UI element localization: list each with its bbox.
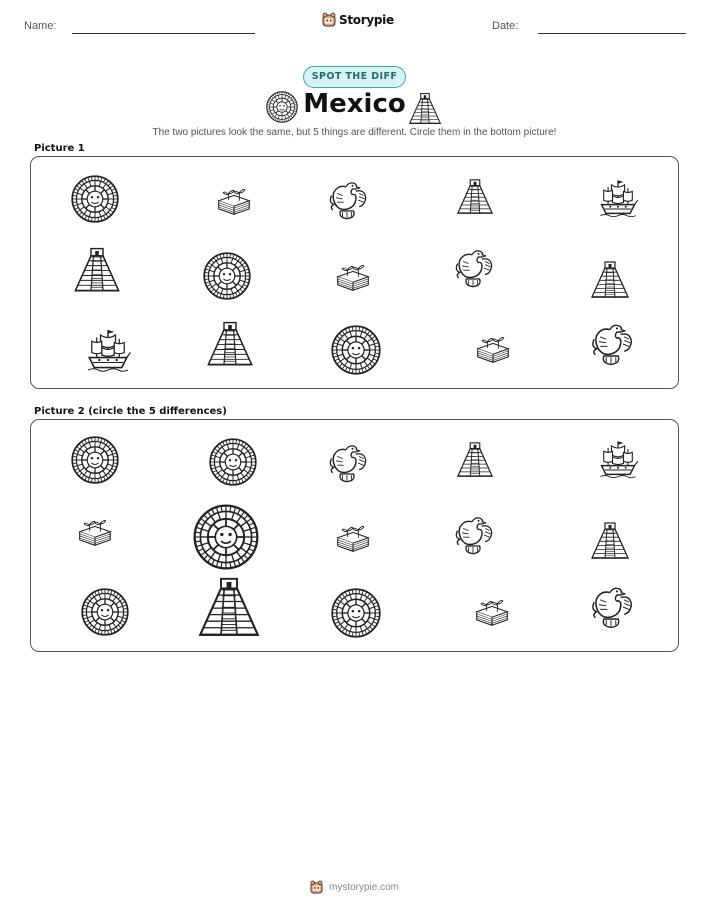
pyramid-icon bbox=[408, 91, 442, 123]
planter-box-icon[interactable] bbox=[330, 518, 376, 554]
planter-box-icon bbox=[467, 329, 519, 365]
pyramid-icon[interactable] bbox=[583, 520, 637, 560]
footer bbox=[0, 880, 709, 894]
aztec-calendar-icon[interactable] bbox=[209, 438, 257, 486]
planter-box-icon bbox=[211, 181, 257, 217]
storypie-logo-icon bbox=[310, 880, 323, 894]
aztec-calendar-icon[interactable] bbox=[71, 436, 119, 484]
planter-box-icon[interactable] bbox=[467, 592, 517, 628]
ship-icon[interactable] bbox=[596, 436, 640, 482]
picture-1-label: Picture 1 bbox=[34, 143, 85, 154]
picture-2-panel[interactable] bbox=[30, 419, 679, 652]
storypie-logo-icon bbox=[322, 12, 336, 27]
pyramid-icon bbox=[449, 177, 501, 215]
instructions: The two pictures look the same, but 5 things are different. Circle them in the bottom picture! bbox=[152, 127, 557, 138]
pyramid-icon bbox=[71, 245, 123, 293]
name-label: Name: bbox=[24, 20, 57, 32]
aztec-calendar-icon[interactable] bbox=[193, 504, 259, 570]
ship-icon bbox=[596, 175, 640, 221]
picture-2-label: Picture 2 (circle the 5 differences) bbox=[34, 406, 227, 417]
eagle-icon bbox=[451, 243, 495, 293]
eagle-icon[interactable] bbox=[325, 440, 369, 486]
footer-url: mystorypie.com bbox=[328, 881, 399, 893]
aztec-calendar-icon bbox=[203, 252, 251, 300]
brand-name: Storypie bbox=[339, 12, 394, 27]
planter-box-icon bbox=[330, 257, 376, 293]
pyramid-icon[interactable] bbox=[449, 440, 501, 478]
spot-the-diff-badge: SPOT THE DIFF bbox=[303, 66, 406, 88]
date-label: Date: bbox=[492, 20, 519, 32]
planter-box-icon[interactable] bbox=[71, 512, 119, 548]
aztec-calendar-icon[interactable] bbox=[81, 588, 129, 636]
eagle-icon[interactable] bbox=[451, 510, 495, 560]
aztec-calendar-icon[interactable] bbox=[331, 588, 381, 638]
date-field[interactable] bbox=[538, 33, 686, 34]
picture-1-panel bbox=[30, 156, 679, 389]
eagle-icon bbox=[325, 177, 369, 223]
brand bbox=[322, 12, 394, 27]
eagle-icon[interactable] bbox=[587, 582, 635, 632]
eagle-icon bbox=[587, 319, 635, 369]
ship-icon bbox=[81, 325, 135, 375]
aztec-calendar-icon bbox=[331, 325, 381, 375]
page-title: Mexico bbox=[303, 89, 406, 119]
aztec-calendar-icon bbox=[71, 175, 119, 223]
name-field[interactable] bbox=[72, 33, 255, 34]
pyramid-icon bbox=[583, 259, 637, 299]
pyramid-icon[interactable] bbox=[191, 574, 267, 638]
pyramid-icon bbox=[201, 319, 259, 367]
